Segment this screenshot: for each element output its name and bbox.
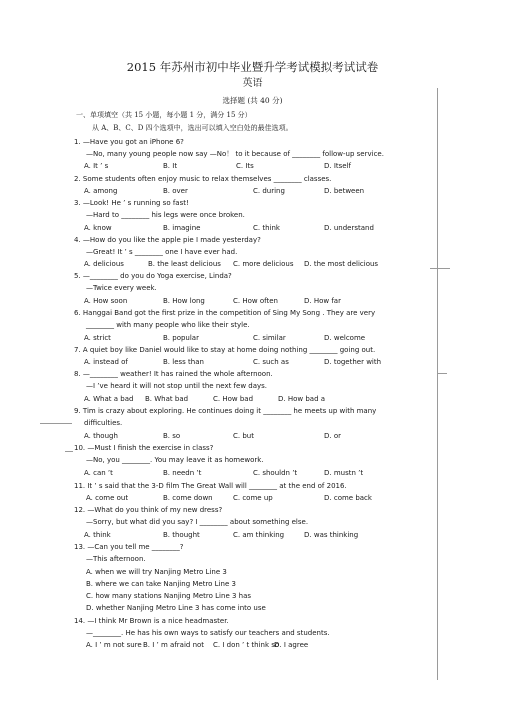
option-b: B. needn ’t: [163, 469, 202, 477]
option-d: D. between: [324, 187, 365, 195]
option-b: B. over: [163, 187, 188, 195]
option-a: A. I ’ m not sure: [86, 641, 142, 649]
option-d: D. I agree: [274, 641, 309, 649]
option-d: D. or: [324, 432, 342, 440]
option-a: A. It ’ s: [84, 162, 109, 170]
option-c: C. such as: [253, 358, 289, 366]
option-b: B. It: [163, 162, 178, 170]
option-c: C. How bad: [213, 395, 254, 403]
question-stem: 3. —Look! He ’ s running so fast!: [74, 199, 189, 207]
option-c: C. come up: [233, 494, 273, 502]
option-a: A. instead of: [84, 358, 128, 366]
option-d: D. the most delicious: [304, 260, 379, 268]
option-a: A. strict: [84, 334, 111, 342]
question-stem: 7. A quiet boy like Daniel would like to stay at home doing nothing ________ going out.: [74, 346, 376, 354]
option-b: B. the least delicious: [148, 260, 221, 268]
question-stem: 6. Hanggai Band got the first prize in the competition of Sing My Song . They are very: [74, 309, 376, 317]
margin-tick: [430, 268, 450, 269]
margin-tick: [40, 423, 72, 424]
exam-subject: 英语: [242, 78, 263, 89]
question-line: —Sorry, but what did you say? I ________ about something else.: [86, 518, 309, 526]
question-stem: 5. —________ do you do Yoga exercise, Linda?: [74, 272, 232, 280]
option-c: C. during: [253, 187, 285, 195]
option-a: A. though: [84, 432, 118, 440]
margin-tick: [437, 373, 447, 374]
part-instruction: 从 A、B、C、D 四个选项中，选出可以填入空白处的最佳选项。: [92, 124, 293, 132]
option-c: C. think: [253, 224, 280, 232]
question-stem: 1. —Have you got an iPhone 6?: [74, 138, 184, 146]
option-c: C. shouldn ’t: [253, 469, 298, 477]
option-d: D. was thinking: [304, 531, 359, 539]
option-d: D. How bad a: [278, 395, 326, 403]
exam-title: 2015 年苏州市初中毕业暨升学考试模拟考试试卷: [126, 60, 379, 74]
option-a: A. think: [84, 531, 111, 539]
option-d: D. come back: [324, 494, 372, 502]
question-stem: 11. It ’ s said that the 3-D film The Great Wall will ________ at the end of 2016.: [74, 482, 347, 490]
question-line: difficulties.: [84, 419, 123, 427]
option-a: A. What a bad: [84, 395, 134, 403]
option-a: A. among: [84, 187, 118, 195]
option-c: C. how many stations Nanjing Metro Line 3 has: [86, 592, 252, 600]
option-c: C. similar: [253, 334, 286, 342]
option-d: D. whether Nanjing Metro Line 3 has come into use: [86, 604, 266, 612]
option-b: B. come down: [163, 494, 213, 502]
question-line: —No, many young people now say —No！ to it because of ________ follow-up service.: [86, 150, 384, 158]
option-b: B. so: [163, 432, 181, 440]
option-c: C. but: [233, 432, 254, 440]
option-a: A. can ’t: [84, 469, 113, 477]
option-c: C. I don ’ t think so: [213, 641, 280, 649]
option-a: A. when we will try Nanjing Metro Line 3: [86, 568, 227, 576]
question-line: —I ’ve heard it will not stop until the next few days.: [86, 382, 268, 390]
part-heading: 一、单项填空（共 15 小题，每小题 1 分，满分 15 分）: [76, 111, 252, 119]
option-d: D. How far: [304, 297, 341, 305]
option-a: A. know: [84, 224, 112, 232]
question-stem: 14. —I think Mr Brown is a nice headmaster.: [74, 617, 229, 625]
option-b: B. less than: [163, 358, 204, 366]
question-line: —Hard to ________ his legs were once broken.: [86, 211, 245, 219]
option-c: C. am thinking: [233, 531, 285, 539]
question-stem: 13. —Can you tell me ________?: [74, 543, 184, 551]
option-a: A. How soon: [84, 297, 128, 305]
option-c: C. Its: [236, 162, 254, 170]
option-b: B. thought: [163, 531, 200, 539]
margin-tick: [65, 451, 73, 452]
question-line: —Twice every week.: [86, 284, 157, 292]
question-stem: 8. —________ weather! It has rained the whole afternoon.: [74, 370, 273, 378]
question-stem: 4. —How do you like the apple pie I made yesterday?: [74, 236, 261, 244]
option-b: B. popular: [163, 334, 199, 342]
question-line: —Great! It ’ s ________ one I have ever had.: [86, 248, 238, 256]
question-stem: 12. —What do you think of my new dress?: [74, 506, 223, 514]
question-line: ________ with many people who like their style.: [86, 321, 250, 329]
option-c: C. more delicious: [233, 260, 294, 268]
option-d: D. Itself: [324, 162, 352, 170]
option-b: B. How long: [163, 297, 205, 305]
question-stem: 9. Tim is crazy about exploring. He continues doing it ________ he meets up with many: [74, 407, 377, 415]
option-a: A. delicious: [84, 260, 124, 268]
margin-line: [437, 88, 438, 680]
question-stem: 10. —Must I finish the exercise in class?: [74, 444, 214, 452]
question-stem: 2. Some students often enjoy music to relax themselves ________ classes.: [74, 175, 332, 183]
option-c: C. How often: [233, 297, 278, 305]
option-d: D. understand: [324, 224, 374, 232]
option-b: B. where we can take Nanjing Metro Line 3: [86, 580, 236, 588]
question-line: —No, you ________. You may leave it as homework.: [86, 456, 264, 464]
question-line: —This afternoon.: [86, 555, 146, 563]
option-d: D. together with: [324, 358, 382, 366]
option-b: B. imagine: [163, 224, 201, 232]
option-b: B. I ’ m afraid not: [143, 641, 205, 649]
question-line: —________. He has his own ways to satisfy our teachers and students.: [86, 629, 330, 637]
option-d: D. welcome: [324, 334, 366, 342]
option-a: A. come out: [86, 494, 129, 502]
section-title: 选择题 (共 40 分): [222, 96, 283, 105]
option-b: B. What bad: [145, 395, 189, 403]
option-d: D. mustn ’t: [324, 469, 364, 477]
